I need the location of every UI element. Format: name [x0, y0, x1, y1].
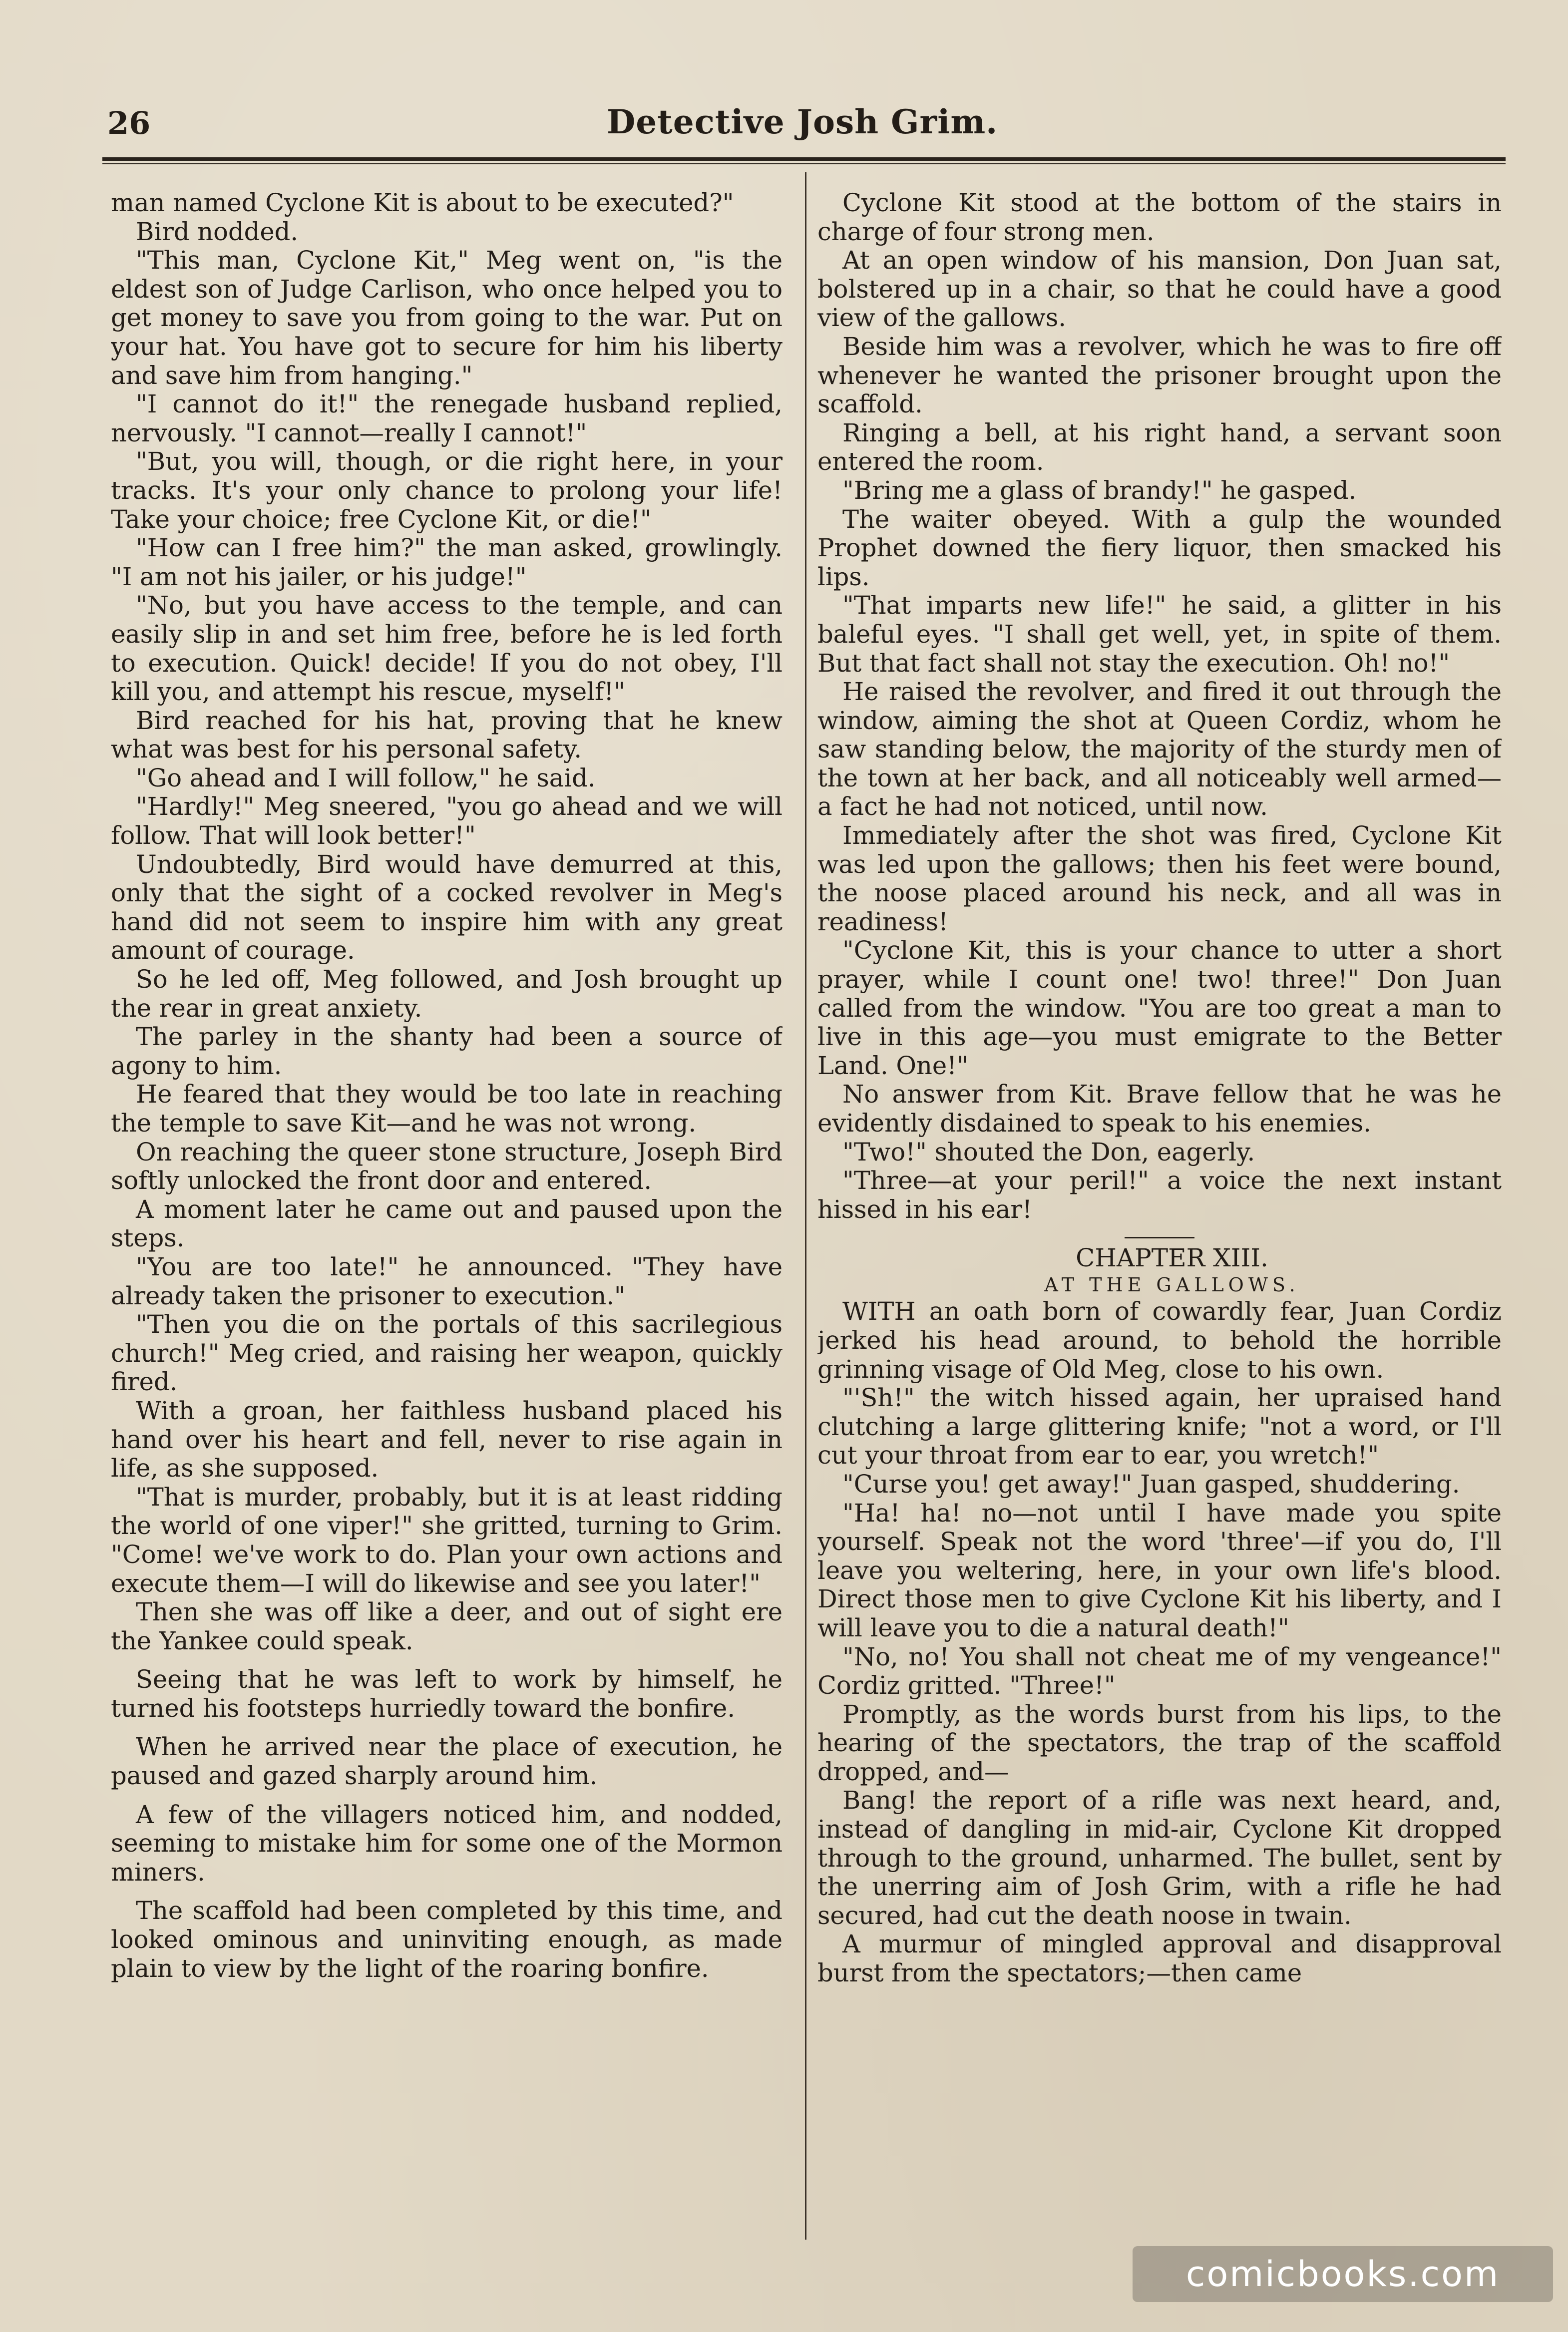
- paragraph: "Bring me a glass of brandy!" he gasped.: [842, 475, 1357, 505]
- chapter-subtitle: AT THE GALLOWS.: [1044, 1274, 1300, 1296]
- chapter-title: CHAPTER XIII.: [1076, 1243, 1268, 1273]
- paragraph: At an open window of his mansion, Don Juan sat, bolstered up in a chair, so that he could have a good view of the gallows.: [817, 246, 1502, 333]
- paragraph: "Two!" shouted the Don, eagerly.: [842, 1137, 1255, 1166]
- paragraph: "Ha! ha! no—not until I have made you spite yourself. Speak not the word 'three'—if you do, I'll leave you weltering, here, in your own life's blood. Direct those men to give Cyclone Kit his liberty, and I will leave you to die a natural death!": [817, 1498, 1502, 1642]
- paragraph: A murmur of mingled approval and disapproval burst from the spectators;—then came: [817, 1930, 1502, 1988]
- paragraph: Cyclone Kit stood at the bottom of the stairs in charge of four strong men.: [817, 189, 1502, 246]
- paragraph: "But, you will, though, or die right here, in your tracks. It's your only chance to prolong your life! Take your choice; free Cyclone Kit, or die!": [111, 447, 783, 534]
- paragraph: The scaffold had been completed by this time, and looked ominous and uninviting enough, as made plain to view by the light of the roaring bonfire.: [111, 1896, 783, 1983]
- paragraph: A few of the villagers noticed him, and nodded, seeming to mistake him for some one of the Mormon miners.: [111, 1800, 783, 1887]
- paragraph: "Cyclone Kit, this is your chance to utter a short prayer, while I count one! two! three!" Don Juan called from the window. "You are too great a man to live in this age—you must emigrate to the Better Land. One!": [817, 936, 1502, 1080]
- header-rule: [102, 157, 1506, 161]
- paragraph: "No, but you have access to the temple, and can easily slip in and set him free, before he is led forth to execution. Quick! decide! If you do not obey, I'll kill you, and attempt his rescue, myself!": [111, 591, 783, 707]
- site-watermark: comicbooks.com: [1133, 2246, 1553, 2302]
- paragraph: "How can I free him?" the man asked, growlingly. "I am not his jailer, or his judge!": [111, 533, 783, 591]
- paragraph: "That imparts new life!" he said, a glitter in his baleful eyes. "I shall get well, yet, in spite of them. But that fact shall not stay the execution. Oh! no!": [817, 591, 1502, 678]
- paragraph: Undoubtedly, Bird would have demurred at this, only that the sight of a cocked revolver in Meg's hand did not seem to inspire him with any great amount of courage.: [111, 849, 783, 965]
- paragraph: "No, no! You shall not cheat me of my vengeance!" Cordiz gritted. "Three!": [817, 1642, 1502, 1700]
- paragraph: "Hardly!" Meg sneered, "you go ahead and we will follow. That will look better!": [111, 792, 783, 850]
- column-divider: [805, 172, 806, 2240]
- paragraph: No answer from Kit. Brave fellow that he was he evidently disdained to speak to his enemies.: [817, 1080, 1502, 1138]
- paragraph: Beside him was a revolver, which he was to fire off whenever he wanted the prisoner brought upon the scaffold.: [817, 332, 1502, 419]
- paragraph: Bird reached for his hat, proving that he knew what was best for his personal safety.: [111, 706, 783, 764]
- page-header: [107, 102, 1506, 147]
- paragraph: Then she was off like a deer, and out of sight ere the Yankee could speak.: [111, 1597, 783, 1655]
- page-number: 26: [107, 105, 151, 141]
- paragraph: With a groan, her faithless husband placed his hand over his heart and fell, never to rise again in life, as she supposed.: [111, 1396, 783, 1483]
- paragraph: "'Sh!" the witch hissed again, her upraised hand clutching a large glittering knife; "not a word, or I'll cut your throat from ear to ear, you wretch!": [817, 1383, 1502, 1470]
- paragraph: He raised the revolver, and fired it out through the window, aiming the shot at Queen Cordiz, whom he saw standing below, the majority of the sturdy men of the town at her back, and all noticeably well armed—a fact he had not noticed, until now.: [817, 677, 1502, 821]
- running-title: Detective Josh Grim.: [607, 102, 998, 141]
- paragraph: WITH an oath born of cowardly fear, Juan Cordiz jerked his head around, to behold the horrible grinning visage of Old Meg, close to his own.: [817, 1297, 1502, 1384]
- paragraph: Promptly, as the words burst from his lips, to the hearing of the spectators, the trap of the scaffold dropped, and—: [817, 1699, 1502, 1786]
- paragraph: Immediately after the shot was fired, Cyclone Kit was led upon the gallows; then his feet were bound, the noose placed around his neck, and all was in readiness!: [817, 821, 1502, 936]
- right-column: [817, 189, 1502, 2246]
- paragraph: Ringing a bell, at his right hand, a servant soon entered the room.: [817, 418, 1502, 476]
- paragraph: Bird nodded.: [136, 217, 299, 246]
- paragraph: The waiter obeyed. With a gulp the wounded Prophet downed the fiery liquor, then smacked his lips.: [817, 504, 1502, 591]
- paragraph: The parley in the shanty had been a source of agony to him.: [111, 1022, 783, 1080]
- paragraph: "You are too late!" he announced. "They have already taken the prisoner to execution.": [111, 1252, 783, 1310]
- paragraph: man named Cyclone Kit is about to be executed?": [111, 189, 734, 217]
- paragraph: "Then you die on the portals of this sacrilegious church!" Meg cried, and raising her weapon, quickly fired.: [111, 1310, 783, 1397]
- paragraph: "Curse you! get away!" Juan gasped, shuddering.: [842, 1469, 1460, 1499]
- paragraph: "This man, Cyclone Kit," Meg went on, "is the eldest son of Judge Carlison, who once helped you to get money to save you from going to the war. Put on your hat. You have got to secure for him his liberty and save him from hanging.": [111, 246, 783, 390]
- paragraph: Seeing that he was left to work by himself, he turned his footsteps hurriedly toward the bonfire.: [111, 1665, 783, 1723]
- paragraph: Bang! the report of a rifle was next heard, and, instead of dangling in mid-air, Cyclone Kit dropped through to the ground, unharmed. The bullet, sent by the unerring aim of Josh Grim, with a rifle he had secured, had cut the death noose in twain.: [817, 1786, 1502, 1930]
- paragraph: "Three—at your peril!" a voice the next instant hissed in his ear!: [817, 1166, 1502, 1224]
- chapter-rule: [1125, 1237, 1194, 1238]
- left-column: [111, 189, 783, 2246]
- paragraph: "I cannot do it!" the renegade husband replied, nervously. "I cannot—really I cannot!": [111, 389, 783, 447]
- paragraph: When he arrived near the place of execution, he paused and gazed sharply around him.: [111, 1732, 783, 1791]
- paragraph: He feared that they would be too late in reaching the temple to save Kit—and he was not wrong.: [111, 1080, 783, 1138]
- paragraph: A moment later he came out and paused upon the steps.: [111, 1194, 783, 1253]
- paragraph: "That is murder, probably, but it is at least ridding the world of one viper!" she gritted, turning to Grim. "Come! we've work to do. Plan your own actions and execute them—I will do likewise and see you later!": [111, 1482, 783, 1598]
- paragraph: "Go ahead and I will follow," he said.: [136, 763, 596, 792]
- paragraph: On reaching the queer stone structure, Joseph Bird softly unlocked the front door and entered.: [111, 1137, 783, 1195]
- header-rule-thin: [102, 163, 1506, 164]
- paragraph: So he led off, Meg followed, and Josh brought up the rear in great anxiety.: [111, 965, 783, 1023]
